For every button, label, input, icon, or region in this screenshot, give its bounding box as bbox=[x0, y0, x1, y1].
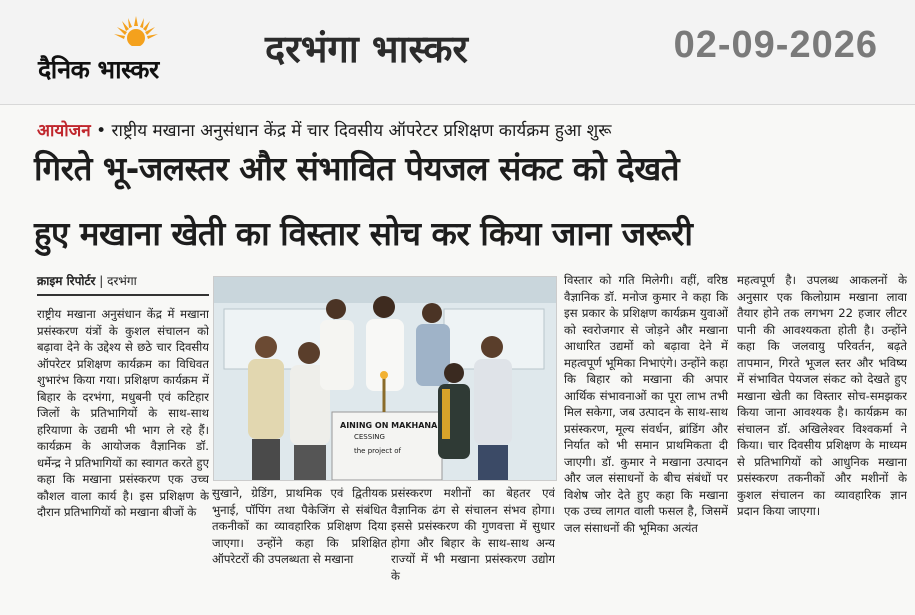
headline-line-1: गिरते भू-जलस्तर और संभावित पेयजल संकट को देखते bbox=[34, 149, 680, 188]
article-column-1: राष्ट्रीय मखाना अनुसंधान केंद्र में मखाना प्रसंस्करण यंत्रों के कुशल संचालन को बढ़ावा देने के उद्देश्य से छठे चार दिवसीय ऑपरेटर प्रशिक्षण कार्यक्रम का विधिवत शुभारंभ किया गया। प्रशिक्षण कार्यक्रम में बिहार के दरभंगा, मधुबनी एवं कटिहार जिलों के प्रतिभागियों के साथ-साथ हरियाणा के उद्यमी भी भाग ले रहे हैं। कार्यक्रम के आयोजक वैज्ञानिक डॉ. धर्मेन्द्र ने प्रतिभागियों का स्वागत करते हुए कहा कि मखाना प्रसंस्करण एक उच्च कौशल वाला कार्य है। इस प्रशिक्षण के दौरान प्रतिभागियों को मखाना बीजों के bbox=[37, 307, 209, 519]
kicker-tag: आयोजन bbox=[37, 121, 91, 141]
newspaper-logo bbox=[38, 16, 218, 86]
photo-banner-text-3: the project of bbox=[354, 447, 401, 455]
sun-icon bbox=[114, 16, 158, 52]
byline bbox=[37, 272, 209, 296]
edition-title: दरभंगा भास्कर bbox=[265, 27, 468, 71]
article-column-4: विस्तार को गति मिलेगी। वहीं, वरिष्ठ वैज्ञानिक डॉ. मनोज कुमार ने कहा कि इस प्रकार के प्रशिक्षण कार्यक्रम युवाओं को स्वरोजगार से जोड़ने और मखाना आधारित उद्यमों को बढ़ावा देने में महत्वपूर्ण भूमिका निभाएंगे। उन्होंने कहा कि बिहार को मखाना की अपार आर्थिक संभावनाओं का पूरा लाभ तभी मिल सकेगा, जब उत्पादन के साथ-साथ प्रसंस्करण, मूल्य संवर्धन, ब्रांडिंग और निर्यात को भी समान प्राथमिकता दी जाएगी। डॉ. कुमार ने मखाना उत्पादन और जल संसाधनों के बीच संबंधों पर विशेष जोर देते हुए कहा कि मखाना एक उच्च लागत वाली फसल है, जिसमें जल संसाधनों की भूमिका अत्यंत bbox=[564, 273, 728, 535]
photo-banner-text-2: CESSING bbox=[354, 433, 385, 441]
news-photo bbox=[213, 276, 557, 481]
byline-reporter: क्राइम रिपोर्टर bbox=[37, 274, 96, 288]
headline-line-2: हुए मखाना खेती का विस्तार सोच कर किया जाना जरूरी bbox=[34, 214, 693, 253]
article-column-2: सुखाने, ग्रेडिंग, प्राथमिक एवं द्वितीयक भुनाई, पॉपिंग तथा पैकेजिंग से संबंधित तकनीकों का व्यावहारिक प्रशिक्षण दिया जाएगा। उन्होंने कहा कि प्रशिक्षित ऑपरेटरों की उपलब्धता से मखाना bbox=[212, 486, 387, 566]
edition-date: 02-09-2026 bbox=[673, 24, 878, 66]
kicker-line bbox=[37, 118, 611, 141]
kicker-text: • राष्ट्रीय मखाना अनुसंधान केंद्र में चार दिवसीय ऑपरेटर प्रशिक्षण कार्यक्रम हुआ शुरू bbox=[96, 121, 612, 141]
article-column-5: महत्वपूर्ण है। उपलब्ध आकलनों के अनुसार एक किलोग्राम मखाना लावा तैयार होने तक लगभग 22 हजार लीटर पानी की आवश्यकता होती है। उन्होंने कहा कि जलवायु परिवर्तन, बढ़ते तापमान, गिरते भूजल स्तर और भविष्य में संभावित पेयजल संकट को देखते हुए मखाना खेती का विस्तार सोच-समझकर किया जाना आवश्यक है। कार्यक्रम का संचालन डॉ. अखिलेश्वर विश्वकर्मा ने किया। चार दिवसीय प्रशिक्षण के माध्यम से प्रतिभागियों को आधुनिक मखाना प्रसंस्करण तकनीकों और मशीनों के कुशल संचालन का व्यावहारिक ज्ञान प्रदान किया जाएगा। bbox=[737, 273, 907, 518]
byline-place: | दरभंगा bbox=[99, 274, 137, 288]
masthead bbox=[0, 0, 915, 105]
article-column-3: प्रसंस्करण मशीनों का बेहतर एवं वैज्ञानिक ढंग से संचालन संभव होगा। इससे प्रसंस्करण की गुणवत्ता में सुधार होगा और बिहार के साथ-साथ अन्य राज्यों में भी मखाना प्रसंस्करण उद्योग के bbox=[391, 486, 555, 583]
brand-name: दैनिक भास्कर bbox=[38, 55, 159, 84]
photo-banner-text: AINING ON MAKHANA bbox=[340, 421, 438, 430]
